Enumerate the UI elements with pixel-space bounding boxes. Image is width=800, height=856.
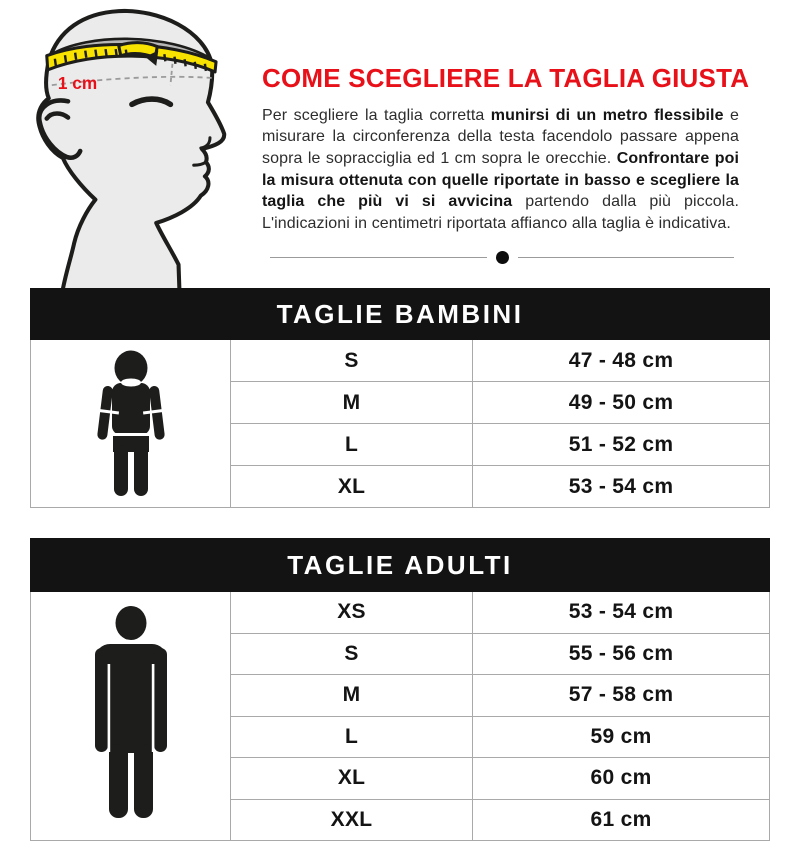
head-measurement-illustration [16, 4, 262, 298]
table-row [231, 800, 769, 841]
adult-icon-cell [31, 592, 231, 840]
range-cell: 47 - 48 cm [568, 348, 674, 372]
range-cell: 53 - 54 cm [568, 600, 674, 624]
page-title: COME SCEGLIERE LA TAGLIA GIUSTA [262, 63, 750, 93]
size-cell: XL [231, 758, 473, 799]
divider-line-right [518, 257, 735, 258]
size-cell: XXL [231, 800, 473, 841]
range-cell: 57 - 58 cm [568, 683, 674, 707]
size-cell: L [231, 717, 473, 758]
intro-section [262, 63, 750, 234]
table-row [231, 466, 769, 507]
divider-line-left [270, 257, 487, 258]
intro-text-2: e misurare la circonferenza della testa facendolo passare appena sopra le sopracciglia ed 1 cm sopra le orecchie. [262, 106, 740, 168]
adult-silhouette-icon [81, 606, 181, 826]
table-row [231, 424, 769, 466]
children-icon-cell [31, 340, 231, 507]
size-cell: S [231, 634, 473, 675]
intro-text-3: partendo dalla più piccola. L'indicazioni in centimetri riportata affianco alla taglia è indicativa. [262, 193, 739, 232]
size-cell: XL [231, 466, 473, 507]
table-row [231, 592, 769, 634]
range-cell: 61 cm [590, 807, 652, 831]
size-cell: L [231, 424, 473, 465]
size-cell: M [231, 382, 473, 423]
adult-table-body [30, 592, 770, 841]
range-cell: 55 - 56 cm [568, 641, 674, 665]
range-cell: 49 - 50 cm [568, 390, 674, 414]
range-cell: 51 - 52 cm [568, 432, 674, 456]
section-divider [270, 250, 734, 264]
intro-paragraph [262, 105, 739, 235]
children-rows [231, 340, 769, 507]
intro-bold-2: Confrontare poi la misura ottenuta con quelle riportate in basso e scegliere la taglia che più vi si avvicina [262, 150, 739, 211]
size-cell: XS [231, 592, 473, 633]
table-row [231, 634, 769, 676]
children-sizes-table [30, 288, 770, 508]
children-table-body [30, 340, 770, 508]
range-cell: 59 cm [590, 724, 652, 748]
head-with-tape-icon [16, 4, 262, 298]
divider-dot-icon [496, 251, 509, 264]
table-row [231, 675, 769, 717]
size-cell: S [231, 340, 473, 381]
intro-text-1: Per scegliere la taglia corretta [262, 106, 491, 124]
table-row [231, 758, 769, 800]
table-row [231, 340, 769, 382]
intro-bold-1: munirsi di un metro flessibile [490, 106, 724, 124]
table-row [231, 382, 769, 424]
table-row [231, 717, 769, 759]
range-cell: 53 - 54 cm [568, 474, 674, 498]
one-cm-label: 1 cm [57, 73, 98, 94]
range-cell: 60 cm [590, 766, 652, 790]
size-cell: M [231, 675, 473, 716]
adult-sizes-table [30, 538, 770, 841]
child-silhouette-icon [91, 349, 171, 499]
adult-table-header: TAGLIE ADULTI [30, 538, 770, 592]
adult-rows [231, 592, 769, 840]
children-table-header: TAGLIE BAMBINI [30, 288, 770, 340]
